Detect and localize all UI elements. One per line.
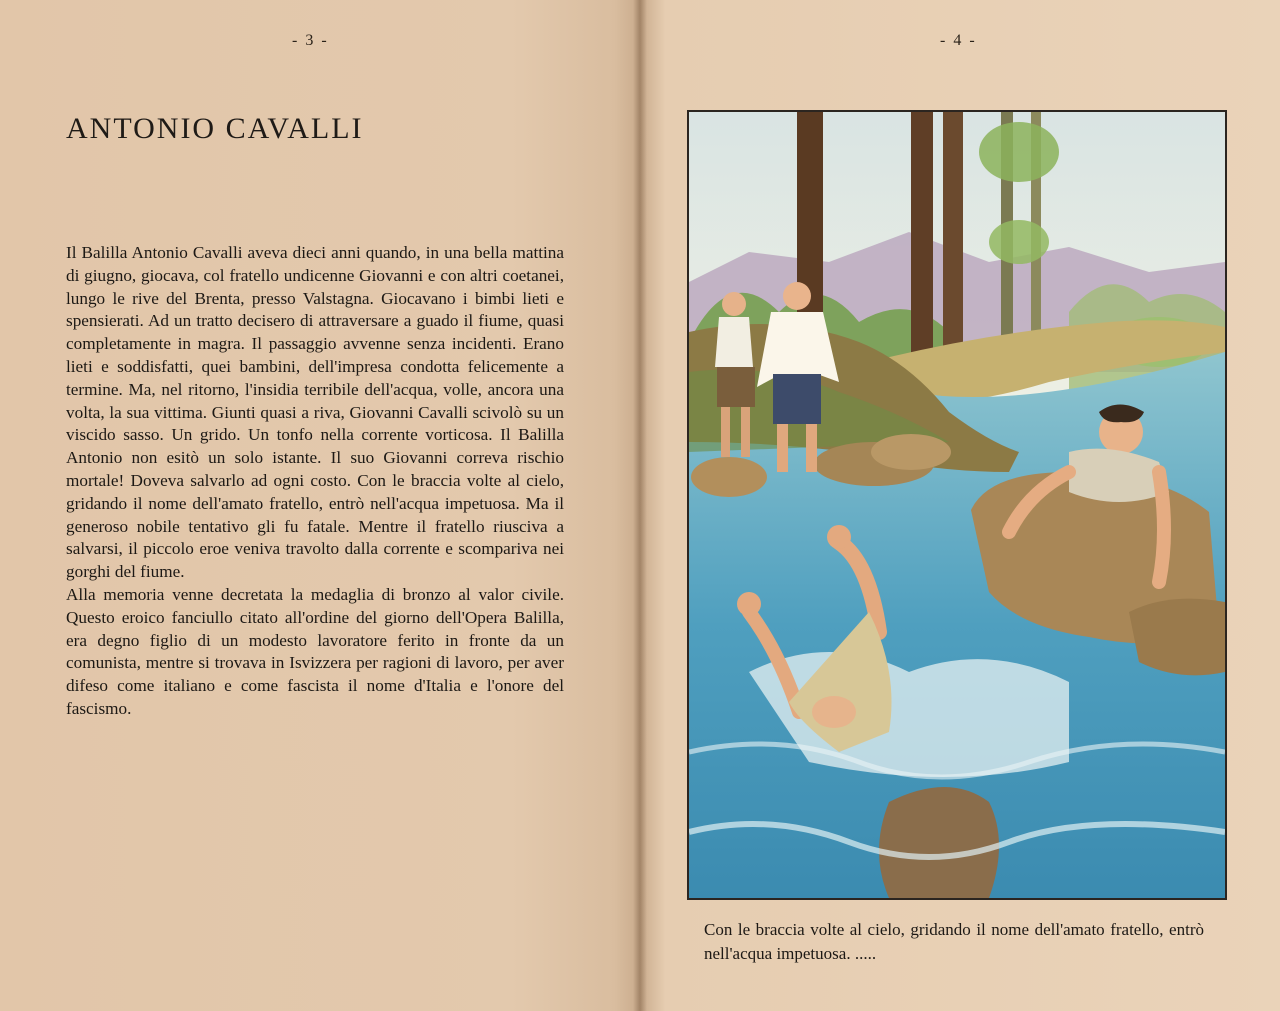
boys-in-river-illustration <box>687 110 1227 900</box>
story-paragraph-1: Il Balilla Antonio Cavalli aveva dieci anni quando, in una bella mattina di giugno, giocava, col fratello undicenne Giovanni e con altri coetanei, lungo le rive del Brenta, presso Valstagna. Giocavano i bimbi lieti e spensierati. Ad un tratto decisero di attraversare a guado il fiume, quasi completamente in magra. Il passaggio avvenne senza incidenti. Erano lieti e soddisfatti, quei bambini, dell'impresa condotta felicemente a termine. Ma, nel ritorno, l'insidia terribile dell'acqua, volle, ancora una volta, la sua vittima. Giunti quasi a riva, Giovanni Cavalli scivolò su un viscido sasso. Un grido. Un tonfo nella corrente vorticosa. Il Balilla Antonio non esitò un solo istante. Il suo Giovanni correva rischio mortale! Doveva salvarlo ad ogni costo. Con le braccia volte al cielo, gridando il nome dell'amato fratello, entrò nell'acqua impetuosa. Ma il generoso nobile tentativo gli fu fatale. Mentre il fratello riusciva a salvarsi, il piccolo eroe veniva travolto dalla corrente e scompariva nei gorghi del fiume. <box>66 243 564 582</box>
chapter-title: ANTONIO CAVALLI <box>66 112 364 145</box>
page-number-right: - 4 - <box>940 32 977 49</box>
page-number-left: - 3 - <box>292 32 329 49</box>
stepping-stone <box>691 457 767 497</box>
story-paragraph-2: Alla memoria venne decretata la medaglia di bronzo al valor civile. Questo eroico fanciullo citato all'ordine del giorno dell'Opera Balilla, era degno figlio di un modesto lavoratore ferito in fronte da un comunista, mentre si trovava in Isvizzera per ragioni di lavoro, per aver difeso come italiano e come fascista il nome d'Italia e l'onore del fascismo. <box>66 584 564 718</box>
caption-text: Con le braccia volte al cielo, gridando il nome dell'amato fratello, entrò nell'acqua impetuosa. ..... <box>704 920 1204 963</box>
foreground-figure <box>879 787 999 898</box>
illustration-caption <box>704 918 1204 966</box>
right-page <box>640 0 1280 1011</box>
story-text <box>66 242 564 721</box>
book-gutter <box>633 0 647 1011</box>
